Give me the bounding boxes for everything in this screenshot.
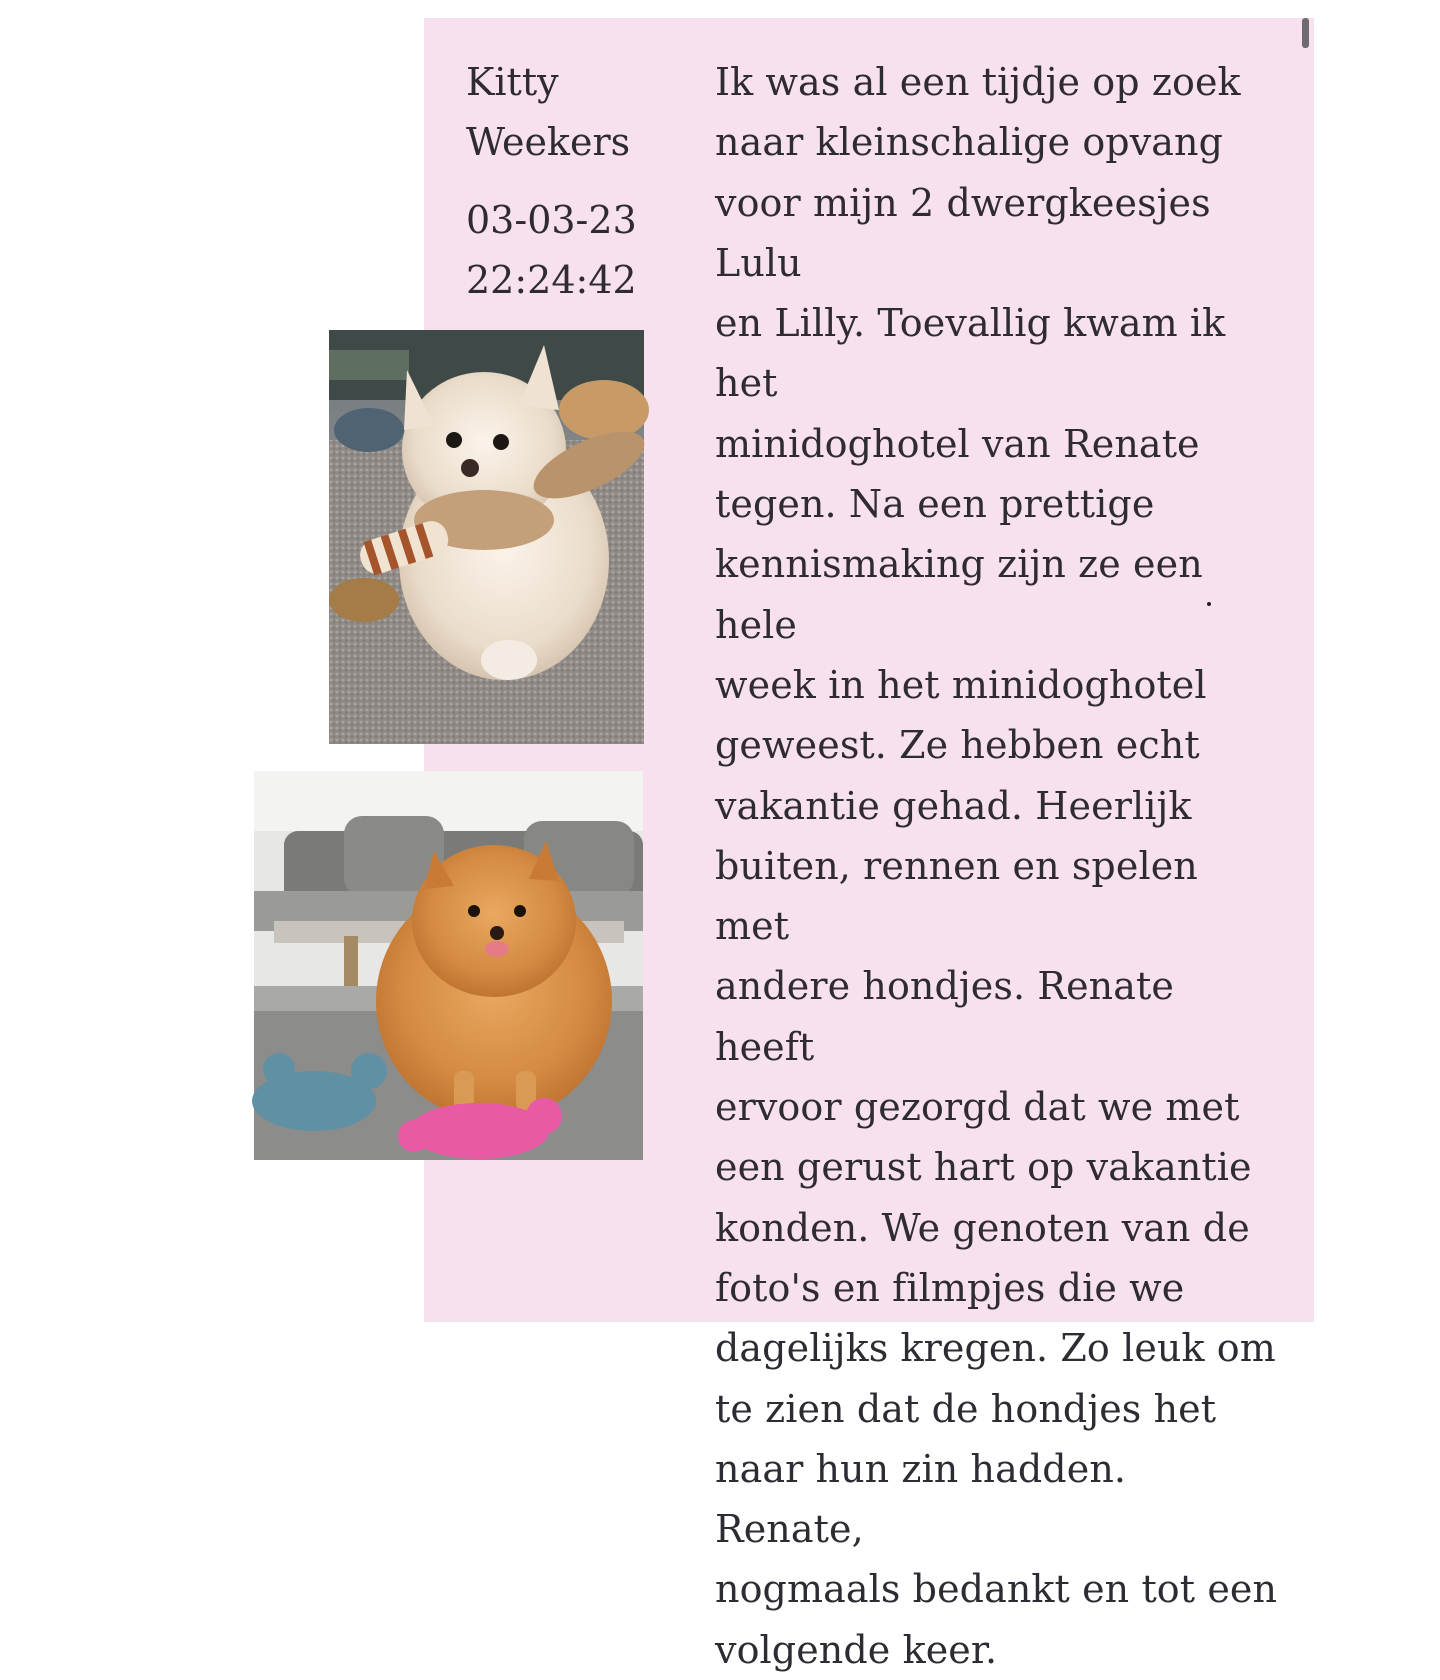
review-author-first-name: Kitty [466, 60, 559, 104]
dog-photo-cream-pomeranian [329, 330, 644, 744]
scrollbar-thumb[interactable] [1302, 18, 1309, 48]
review-date: 03-03-23 [466, 198, 637, 242]
review-author [466, 52, 676, 172]
stray-dot [1207, 602, 1211, 606]
review-time: 22:24:42 [466, 258, 637, 302]
review-meta [466, 52, 676, 310]
review-text: Ik was al een tijdje op zoek naar kleinschalige opvang voor mijn 2 dwergkeesjes Lulu en Lilly. Toevallig kwam ik het minidoghotel van Renate tegen. Na een prettige kennismaking zijn ze een hele week in het minidoghotel geweest. Ze hebben echt vakantie gehad. Heerlijk buiten, rennen en spelen met andere hondjes. Renate heeft ervoor gezorgd dat we met een gerust hart op vakantie konden. We genoten van de foto's en filmpjes die we dagelijks kregen. Zo leuk om te zien dat de hondjes het naar hun zin hadden. Renate, nogmaals bedankt en tot een volgende keer. [715, 60, 1278, 1672]
dog-photo-orange-pomeranian [254, 771, 643, 1160]
review-author-last-name: Weekers [466, 120, 631, 164]
